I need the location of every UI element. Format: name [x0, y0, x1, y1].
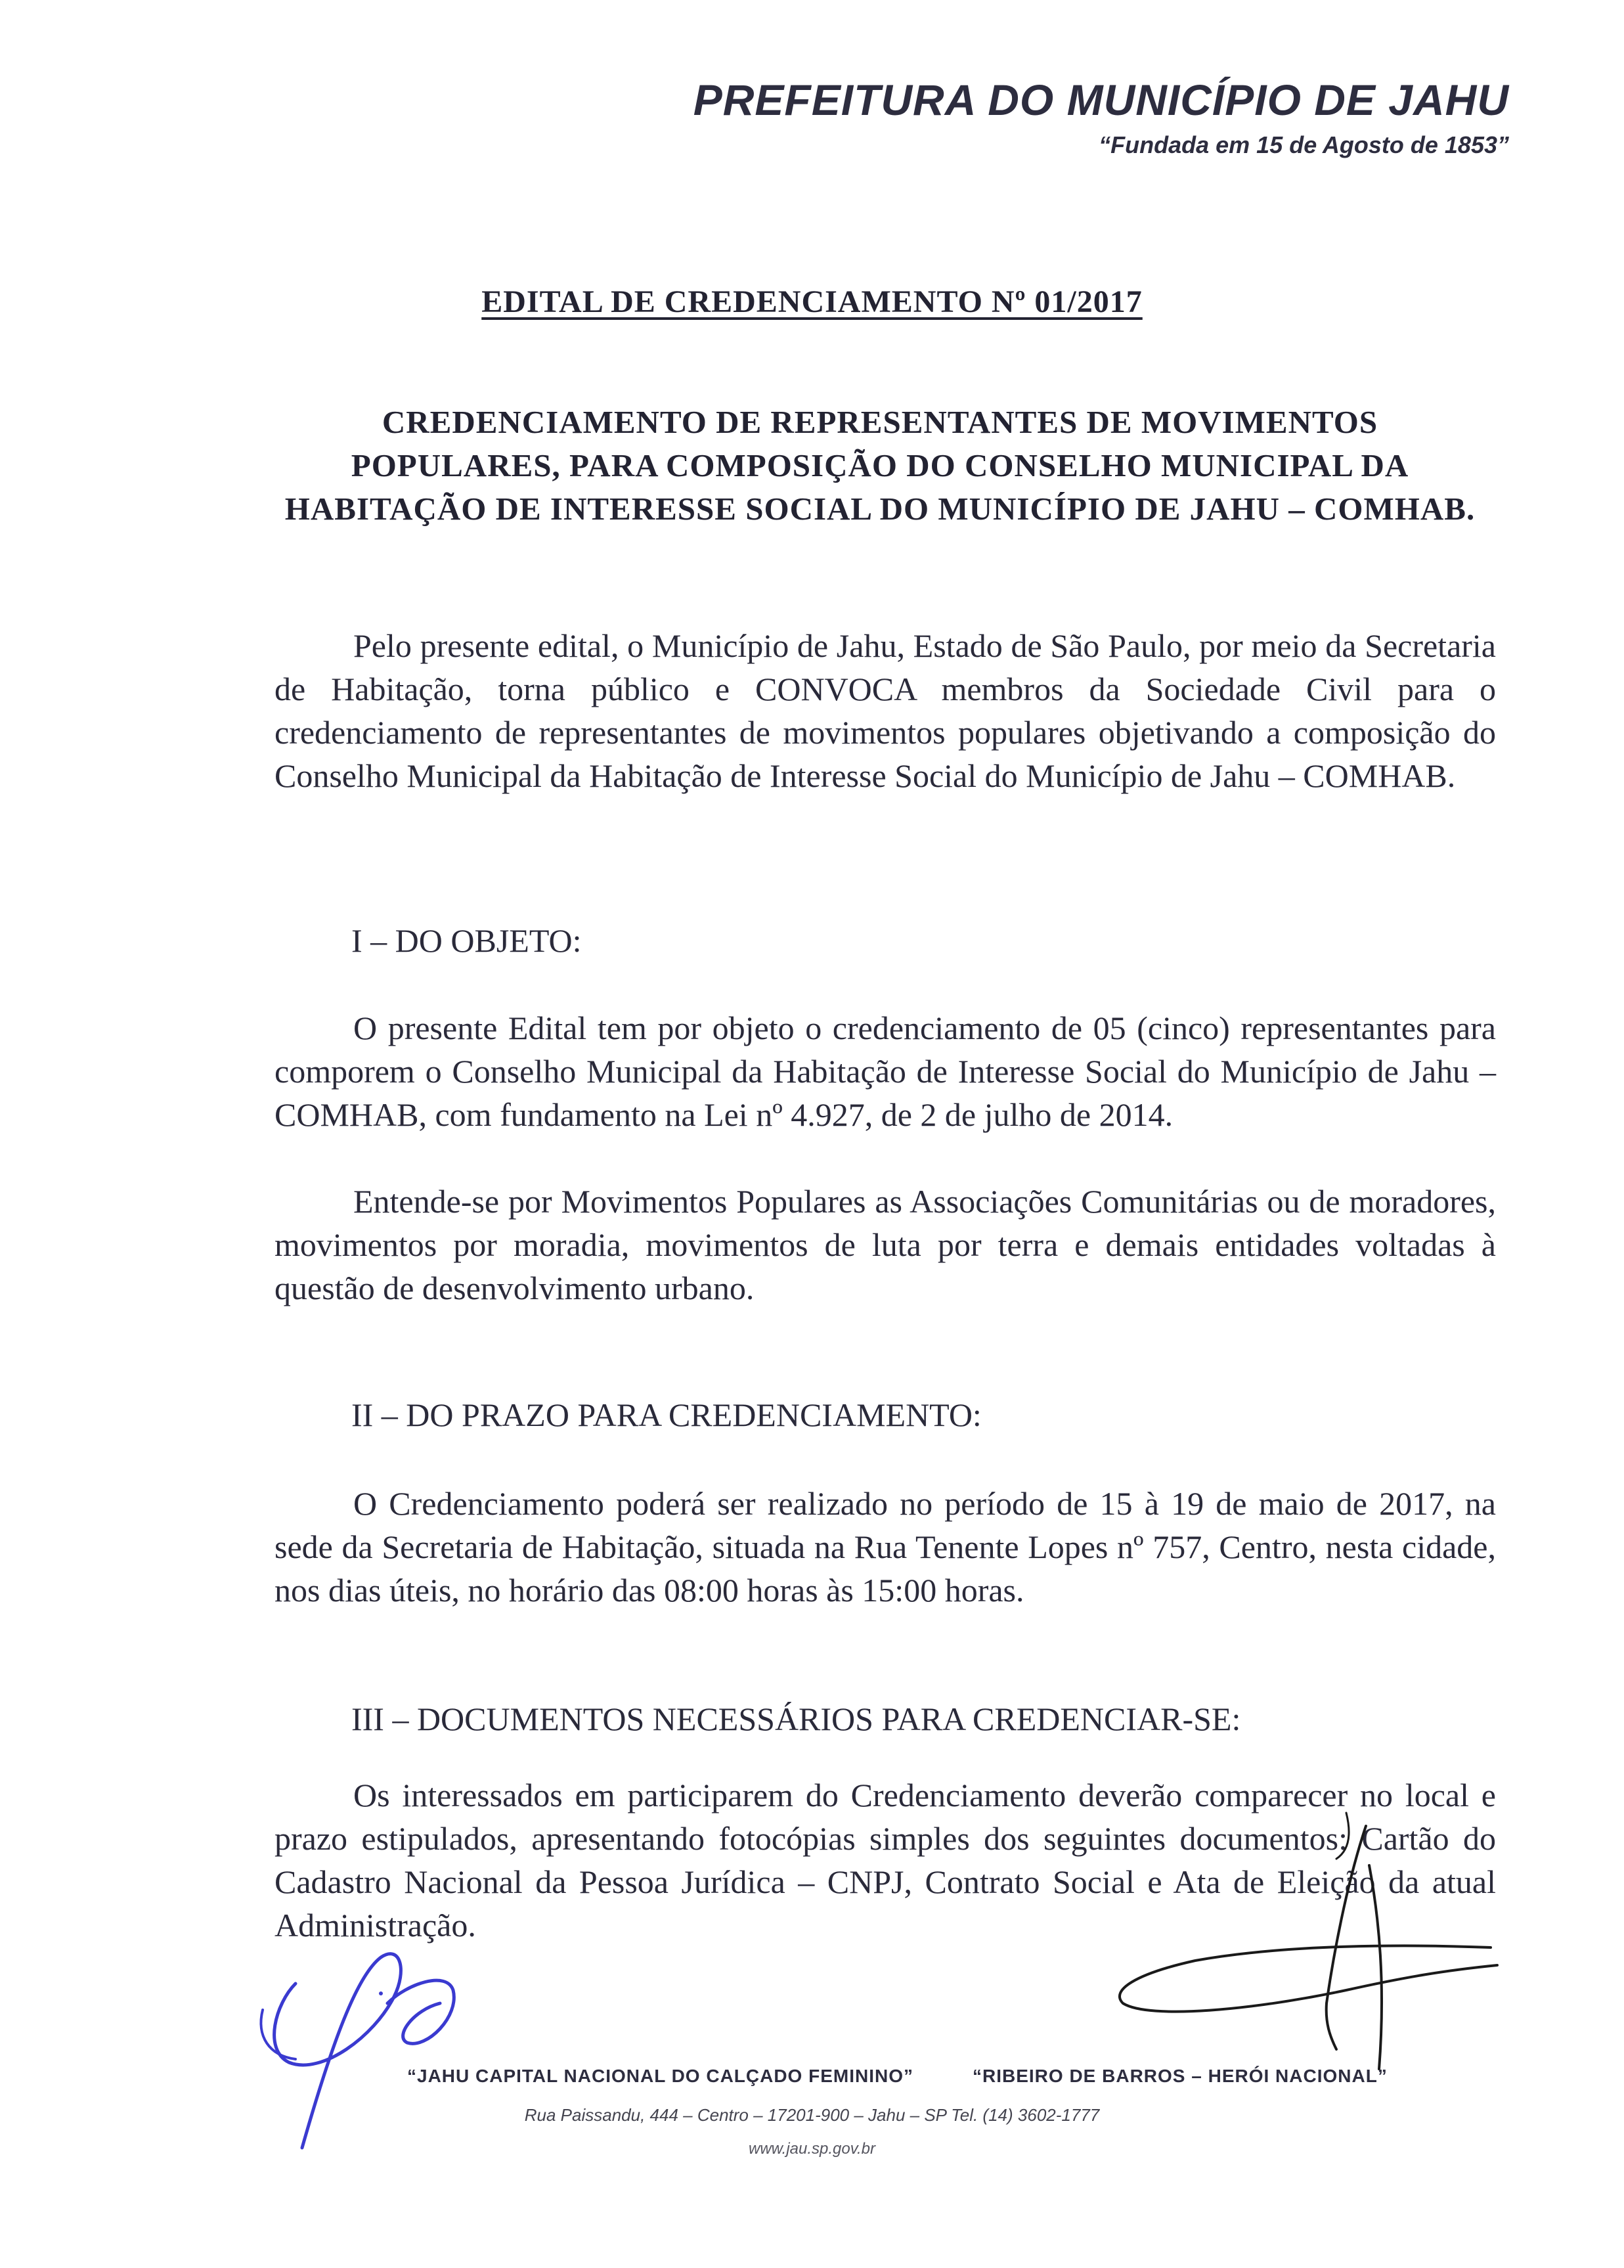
- organization-name: PREFEITURA DO MUNICÍPIO DE JAHU: [693, 76, 1509, 124]
- document-title: EDITAL DE CREDENCIAMENTO Nº 01/2017: [481, 284, 1143, 319]
- footer-address: Rua Paissandu, 444 – Centro – 17201-900 – Jahu – SP Tel. (14) 3602-1777: [524, 2105, 1100, 2125]
- founded-date: “Fundada em 15 de Agosto de 1853”: [1099, 131, 1509, 158]
- section-prazo-paragraph: O Credenciamento poderá ser realizado no período de 15 à 19 de maio de 2017, na sede da Secretaria de Habitação, situada na Rua Tenente Lopes nº 757, Centro, nesta cidade, nos dias úteis, no horário das 08:00 horas às 15:00 horas.: [274, 1485, 1496, 1609]
- footer-website[interactable]: www.jau.sp.gov.br: [749, 2140, 875, 2158]
- intro-paragraph: Pelo presente edital, o Município de Jahu, Estado de São Paulo, por meio da Secretaria de Habitação, torna público e CONVOCA membros da Sociedade Civil para o credenciamento de representantes de movimentos populares objetivando a composição do Conselho Municipal da Habitação de Interesse Social do Município de Jahu – COMHAB.: [274, 627, 1496, 794]
- document-title-block: [0, 284, 1624, 320]
- footer-motto-right: “RIBEIRO DE BARROS – HERÓI NACIONAL”: [973, 2066, 1388, 2086]
- section-heading-prazo: II – DO PRAZO PARA CREDENCIAMENTO:: [351, 1396, 982, 1433]
- letterhead: [693, 74, 1509, 162]
- section-objeto-paragraph-2: Entende-se por Movimentos Populares as Associações Comunitárias ou de moradores, movimentos por moradia, movimentos de luta por terra e demais entidades voltadas à questão de desenvolvimento urbano.: [274, 1183, 1496, 1306]
- section-heading-objeto: I – DO OBJETO:: [351, 922, 582, 959]
- section-objeto-paragraph-1: O presente Edital tem por objeto o credenciamento de 05 (cinco) representantes para comporem o Conselho Municipal da Habitação de Interesse Social do Município de Jahu – COMHAB, com fundamento na Lei nº 4.927, de 2 de julho de 2014.: [274, 1010, 1496, 1133]
- document-subject: CREDENCIAMENTO DE REPRESENTANTES DE MOVIMENTOS POPULARES, PARA COMPOSIÇÃO DO CONSELHO MUNICIPAL DA HABITAÇÃO DE INTERESSE SOCIAL DO MUNICÍPIO DE JAHU – COMHAB.: [284, 404, 1476, 527]
- footer-mottos: [407, 2066, 1388, 2087]
- footer-motto-left: “JAHU CAPITAL NACIONAL DO CALÇADO FEMININO”: [407, 2066, 913, 2086]
- section-documentos-paragraph: Os interessados em participarem do Credenciamento deverão comparecer no local e prazo estipulados, apresentando fotocópias simples dos seguintes documentos: Cartão do Cadastro Nacional da Pessoa Jurídica – CNPJ, Contrato Social e Ata de Eleição da atual Administração.: [274, 1777, 1496, 1944]
- section-heading-documentos: III – DOCUMENTOS NECESSÁRIOS PARA CREDENCIAR-SE:: [351, 1701, 1241, 1737]
